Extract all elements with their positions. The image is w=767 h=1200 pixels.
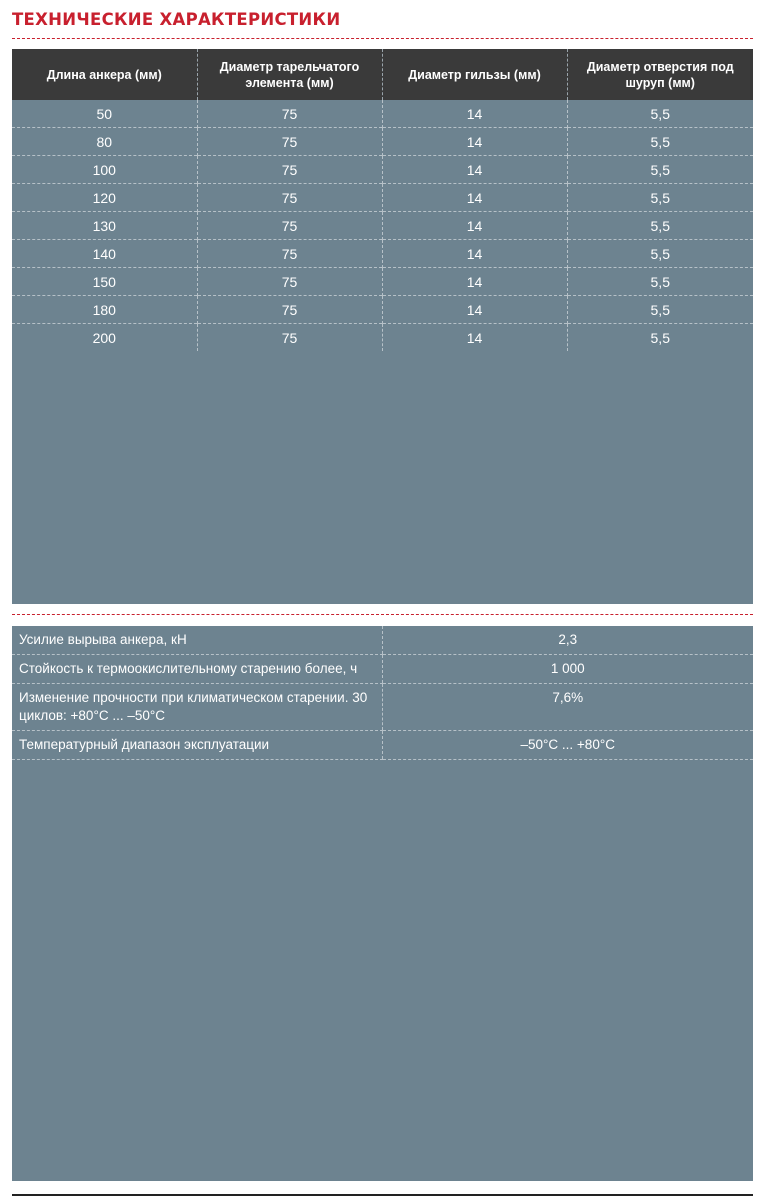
header-anchor-length: Длина анкера (мм) xyxy=(12,49,197,100)
cell-screw-hole-diameter: 5,5 xyxy=(567,296,753,324)
header-plate-diameter: Диаметр тарельчатого элемента (мм) xyxy=(197,49,382,100)
cell-anchor-length: 120 xyxy=(12,184,197,212)
section-title: ТЕХНИЧЕСКИЕ ХАРАКТЕРИСТИКИ xyxy=(12,10,341,29)
property-value: 2,3 xyxy=(382,626,753,655)
header-sleeve-diameter: Диаметр гильзы (мм) xyxy=(382,49,567,100)
cell-sleeve-diameter: 14 xyxy=(382,296,567,324)
cell-plate-diameter: 75 xyxy=(197,212,382,240)
dimensions-table xyxy=(12,49,753,351)
cell-sleeve-diameter: 14 xyxy=(382,240,567,268)
middle-divider xyxy=(12,614,753,615)
cell-screw-hole-diameter: 5,5 xyxy=(567,128,753,156)
cell-plate-diameter: 75 xyxy=(197,240,382,268)
cell-sleeve-diameter: 14 xyxy=(382,100,567,128)
table-row xyxy=(12,296,753,324)
cell-sleeve-diameter: 14 xyxy=(382,184,567,212)
property-value: 1 000 xyxy=(382,655,753,684)
cell-plate-diameter: 75 xyxy=(197,324,382,352)
cell-sleeve-diameter: 14 xyxy=(382,212,567,240)
property-label: Температурный диапазон эксплуатации xyxy=(12,731,382,760)
cell-sleeve-diameter: 14 xyxy=(382,128,567,156)
cell-screw-hole-diameter: 5,5 xyxy=(567,240,753,268)
table-row xyxy=(12,268,753,296)
cell-plate-diameter: 75 xyxy=(197,128,382,156)
cell-screw-hole-diameter: 5,5 xyxy=(567,156,753,184)
cell-screw-hole-diameter: 5,5 xyxy=(567,184,753,212)
cell-plate-diameter: 75 xyxy=(197,184,382,212)
table-row xyxy=(12,684,753,731)
cell-plate-diameter: 75 xyxy=(197,100,382,128)
table-row xyxy=(12,655,753,684)
table-row xyxy=(12,240,753,268)
table-row xyxy=(12,156,753,184)
cell-screw-hole-diameter: 5,5 xyxy=(567,212,753,240)
cell-anchor-length: 130 xyxy=(12,212,197,240)
cell-sleeve-diameter: 14 xyxy=(382,268,567,296)
bottom-rule xyxy=(12,1194,753,1196)
table-row xyxy=(12,100,753,128)
property-label: Изменение прочности при климатическом старении. 30 циклов: +80°С ... –50°С xyxy=(12,684,382,731)
cell-anchor-length: 200 xyxy=(12,324,197,352)
cell-screw-hole-diameter: 5,5 xyxy=(567,100,753,128)
cell-anchor-length: 80 xyxy=(12,128,197,156)
cell-screw-hole-diameter: 5,5 xyxy=(567,324,753,352)
cell-plate-diameter: 75 xyxy=(197,296,382,324)
dimensions-header-row xyxy=(12,49,753,100)
table-row xyxy=(12,324,753,352)
table-row xyxy=(12,212,753,240)
table-row xyxy=(12,184,753,212)
property-value: –50°С ... +80°С xyxy=(382,731,753,760)
property-label: Усилие вырыва анкера, кН xyxy=(12,626,382,655)
top-divider xyxy=(12,38,753,39)
cell-anchor-length: 50 xyxy=(12,100,197,128)
cell-anchor-length: 140 xyxy=(12,240,197,268)
cell-anchor-length: 150 xyxy=(12,268,197,296)
cell-plate-diameter: 75 xyxy=(197,156,382,184)
cell-anchor-length: 180 xyxy=(12,296,197,324)
table-row xyxy=(12,626,753,655)
cell-sleeve-diameter: 14 xyxy=(382,156,567,184)
cell-screw-hole-diameter: 5,5 xyxy=(567,268,753,296)
property-label: Стойкость к термоокислительному старению более, ч xyxy=(12,655,382,684)
cell-anchor-length: 100 xyxy=(12,156,197,184)
table-row xyxy=(12,731,753,760)
properties-table xyxy=(12,626,753,760)
header-screw-hole-diameter: Диаметр отверстия под шуруп (мм) xyxy=(567,49,753,100)
table-row xyxy=(12,128,753,156)
cell-sleeve-diameter: 14 xyxy=(382,324,567,352)
cell-plate-diameter: 75 xyxy=(197,268,382,296)
property-value: 7,6% xyxy=(382,684,753,731)
